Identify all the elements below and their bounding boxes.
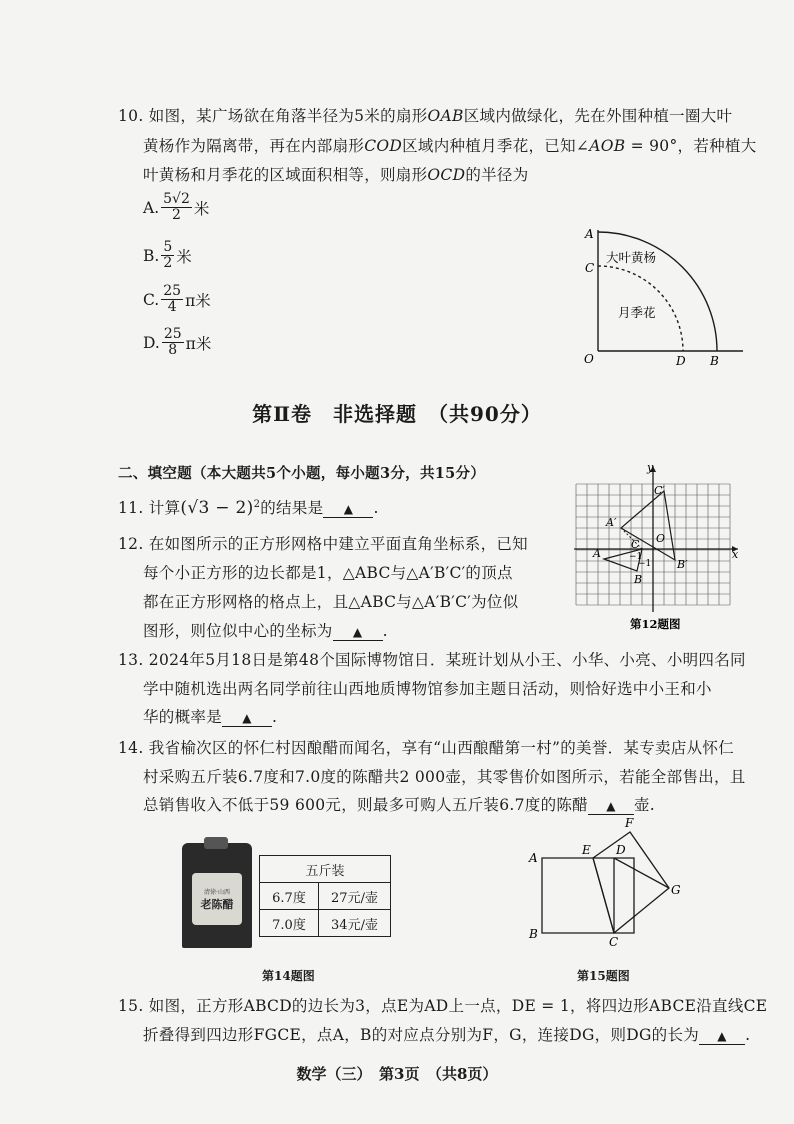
q10-option-a[interactable]: A. $\frac{5√2}{2}$ 米 bbox=[143, 191, 210, 223]
q15-label-e: E bbox=[582, 843, 591, 857]
q10-label-c: C bbox=[585, 261, 595, 275]
q15-label-d: D bbox=[616, 843, 626, 857]
q12-line3: 都在正方形网格的格点上，且△ABC与△A′B′C′为位似 bbox=[143, 593, 519, 611]
q12-caption: 第12题图 bbox=[630, 617, 681, 631]
q14-price-table bbox=[259, 855, 391, 937]
q11-expression: (√3 − 2) bbox=[180, 498, 254, 518]
q10-sector-figure bbox=[580, 220, 750, 370]
q12-line1: 12. 在如图所示的正方形网格中建立平面直角坐标系，已知 bbox=[118, 535, 528, 553]
q15-answer-blank[interactable]: ▲ bbox=[699, 1026, 745, 1045]
q15-line2: 折叠得到四边形FGCE，点A，B的对应点分别为F，G，连接DG，则DG的长为 ▲ . bbox=[143, 1026, 751, 1044]
q14-caption: 第14题图 bbox=[262, 969, 315, 983]
q15-line1: 15. 如图，正方形ABCD的边长为3，点E为AD上一点，DE = 1，将四边形ABCE沿直线CE bbox=[118, 997, 768, 1015]
q11-line: 11. 计算$(√3 - 2)^2$的结果是 ▲ . bbox=[118, 498, 379, 518]
q14-row2-degree: 7.0度 bbox=[260, 910, 319, 937]
q15-label-b: B bbox=[529, 927, 538, 941]
q12-label-x: x bbox=[732, 548, 739, 561]
q10-line3: 叶黄杨和月季花的区域面积相等，则扇形OCD的半径为 bbox=[143, 166, 529, 184]
q15-label-g: G bbox=[671, 883, 681, 897]
q15-line-dg bbox=[614, 858, 669, 888]
q14-line1: 14. 我省榆次区的怀仁村因酿醋而闻名，享有“山西酿醋第一村”的美誉．某专卖店从怀仁 bbox=[118, 739, 735, 757]
q14-row1-price: 27元/壶 bbox=[319, 883, 391, 910]
page-footer: 数学（三） 第3页 （共8页） bbox=[296, 1065, 498, 1083]
q10-label-d: D bbox=[676, 354, 686, 368]
q13-line3: 华的概率是 ▲ . bbox=[143, 708, 278, 726]
q12-label-c1: C′ bbox=[654, 484, 665, 497]
q15-square-fold-figure bbox=[524, 812, 694, 952]
q14-jug-cap bbox=[204, 837, 228, 849]
q14-row1-degree: 6.7度 bbox=[260, 883, 319, 910]
q15-square-abcd bbox=[542, 858, 634, 933]
q10-oab: OAB bbox=[427, 107, 464, 125]
q12-label-o: O bbox=[656, 532, 666, 545]
q14-line3: 总销售收入不低于59 600元，则最多可购人五斤装6.7度的陈醋 ▲ 壶. bbox=[143, 796, 656, 814]
q12-label-a: A bbox=[593, 547, 601, 560]
q14-table-title: 五斤装 bbox=[260, 856, 391, 883]
q13-line2: 学中随机选出两名同学前往山西地质博物馆参加主题日活动，则恰好选中小王和小 bbox=[143, 680, 712, 698]
q12-label-b1: B′ bbox=[677, 558, 688, 571]
q14-line2: 村采购五斤装6.7度和7.0度的陈醋共2 000壶，其零售价如图所示，若能全部售出，且 bbox=[143, 768, 746, 786]
q12-answer-blank[interactable]: ▲ bbox=[333, 622, 383, 641]
q15-caption: 第15题图 bbox=[577, 969, 630, 983]
q12-line4: 图形，则位似中心的坐标为 ▲ . bbox=[143, 622, 388, 640]
q12-label-c: C bbox=[631, 538, 640, 551]
q14-answer-blank[interactable]: ▲ bbox=[588, 796, 634, 815]
q15-label-f: F bbox=[625, 816, 634, 830]
q14-vinegar-jug-image bbox=[182, 843, 252, 948]
table-row bbox=[260, 910, 391, 937]
q14-row2-price: 34元/壶 bbox=[319, 910, 391, 937]
q10-line1: 10. 如图，某广场欲在角落半径为5米的扇形OAB区域内做绿化，先在外围种植一圈大叶 bbox=[118, 107, 733, 125]
q12-label-a1: A′ bbox=[606, 516, 617, 529]
q10-option-d-fraction: $\frac{25}{8}$ bbox=[163, 326, 182, 358]
q14-jug-label: 清徐·山西 老陈醋 bbox=[192, 873, 242, 925]
q10-label-b: B bbox=[710, 354, 719, 368]
q12-label-b: B bbox=[634, 573, 643, 586]
q11-answer-blank[interactable]: ▲ bbox=[323, 499, 373, 518]
q10-option-d[interactable]: D. $\frac{25}{8}$ π米 bbox=[143, 326, 212, 358]
q12-grid-figure bbox=[568, 462, 743, 634]
q10-option-b[interactable]: B. $\frac{5}{2}$ 米 bbox=[143, 239, 192, 271]
q10-option-b-fraction: $\frac{5}{2}$ bbox=[163, 239, 173, 271]
q13-line1: 13. 2024年5月18日是第48个国际博物馆日．某班计划从小王、小华、小亮、小明四名同 bbox=[118, 651, 746, 669]
table-row bbox=[260, 883, 391, 910]
fill-header: 二、填空题（本大题共5个小题，每小题3分，共15分） bbox=[118, 465, 486, 482]
q12-label-neg1-x: −1 bbox=[629, 552, 643, 562]
q12-label-y: y bbox=[647, 462, 654, 474]
q10-option-c[interactable]: C. $\frac{25}{4}$ π米 bbox=[143, 283, 211, 315]
q15-label-a: A bbox=[529, 851, 538, 865]
q10-label-o: O bbox=[584, 352, 594, 366]
q10-label-a: A bbox=[585, 227, 594, 241]
q10-line2: 黄杨作为隔离带，再在内部扇形COD区域内种植月季花，已知∠AOB = 90°，若种植大 bbox=[143, 137, 757, 155]
q10-option-c-fraction: $\frac{25}{4}$ bbox=[163, 283, 182, 315]
section-title: 第Ⅱ卷 非选择题 （共90分） bbox=[252, 402, 542, 426]
q15-label-c: C bbox=[609, 935, 619, 949]
q10-option-a-fraction: $\frac{5√2}{2}$ bbox=[163, 191, 190, 223]
q10-label-inner: 月季花 bbox=[618, 305, 656, 320]
q12-line2: 每个小正方形的边长都是1，△ABC与△A′B′C′的顶点 bbox=[143, 564, 513, 582]
q10-label-outer: 大叶黄杨 bbox=[606, 250, 657, 265]
q15-line-ce bbox=[593, 858, 614, 933]
q12-label-neg1-y: −1 bbox=[638, 559, 652, 569]
q12-triangle-a1b1c1 bbox=[621, 491, 675, 560]
q13-answer-blank[interactable]: ▲ bbox=[222, 708, 272, 727]
